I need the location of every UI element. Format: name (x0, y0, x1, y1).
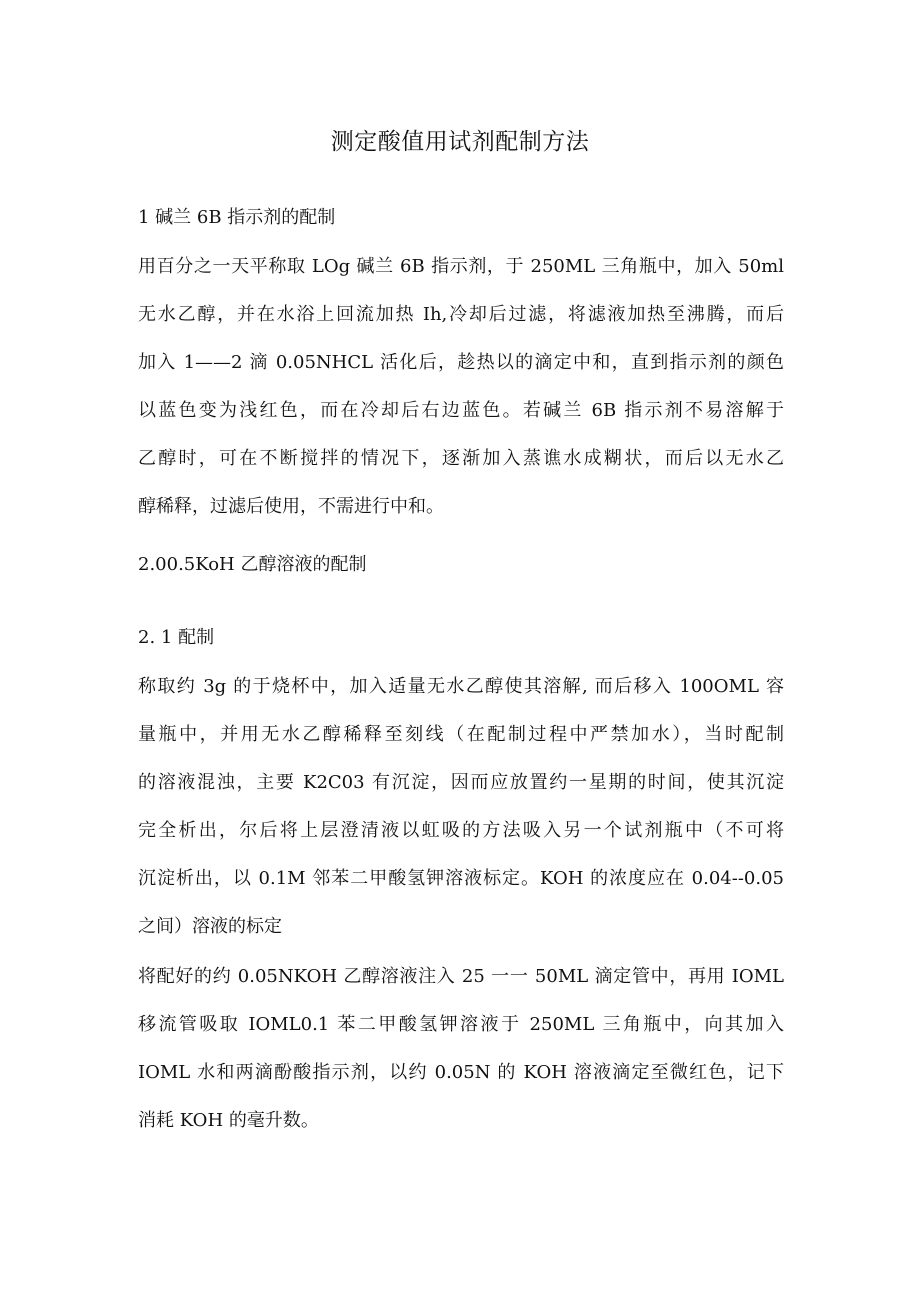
text-line: 消耗 KOH 的毫升数。 (138, 1110, 319, 1131)
text-line: 称取约 3g 的于烧杯中，加入适量无水乙醇使其溶解, 而后移入 100OML 容 (138, 676, 784, 697)
text-line: 无水乙醇，并在水浴上回流加热 Ih,冷却后过滤，将滤液加热至沸腾，而后 (138, 304, 784, 325)
text-line: 用百分之一天平称取 LOg 碱兰 6B 指示剂，于 250ML 三角瓶中，加入 50ml (138, 256, 784, 277)
text-line: 加入 1——2 滴 0.05NHCL 活化后，趁热以的滴定中和，直到指示剂的颜色 (138, 352, 784, 373)
paragraph-standardization (138, 953, 784, 1145)
text-line: IOML 水和两滴酚酸指示剂，以约 0.05N 的 KOH 溶液滴定至微红色，记下 (138, 1062, 784, 1083)
document-title: 测定酸值用试剂配制方法 (330, 129, 590, 155)
text-line: 以蓝色变为浅红色，而在冷却后右边蓝色。若碱兰 6B 指示剂不易溶解于 (138, 400, 784, 421)
text-line: 移流管吸取 IOML0.1 苯二甲酸氢钾溶液于 250ML 三角瓶中，向其加入 (138, 1014, 784, 1035)
section-heading-koh-solution: 2.00.5KoH 乙醇溶液的配制 (138, 554, 367, 575)
text-line: 的溶液混浊，主要 K2C03 有沉淀，因而应放置约一星期的时间，使其沉淀 (138, 772, 784, 793)
text-line: 醇稀释，过滤后使用，不需进行中和。 (138, 496, 444, 517)
text-line: 沉淀析出，以 0.1M 邻苯二甲酸氢钾溶液标定。KOH 的浓度应在 0.04--0.05 (138, 868, 784, 889)
text-line: 完全析出，尔后将上层澄清液以虹吸的方法吸入另一个试剂瓶中（不可将 (138, 820, 784, 841)
text-line: 将配好的约 0.05NKOH 乙醇溶液注入 25 一一 50ML 滴定管中，再用 IOML (138, 966, 784, 987)
paragraph-koh-preparation (138, 663, 784, 951)
text-line: 之间）溶液的标定 (138, 916, 282, 937)
text-line: 量瓶中，并用无水乙醇稀释至刻线（在配制过程中严禁加水），当时配制 (138, 724, 784, 745)
paragraph-indicator-preparation (138, 243, 784, 531)
text-line: 乙醇时，可在不断搅拌的情况下，逐渐加入蒸谯水成糊状，而后以无水乙 (138, 448, 784, 469)
subsection-heading-preparation: 2. 1 配制 (138, 627, 215, 648)
section-heading-indicator: 1 碱兰 6B 指示剂的配制 (138, 207, 336, 228)
